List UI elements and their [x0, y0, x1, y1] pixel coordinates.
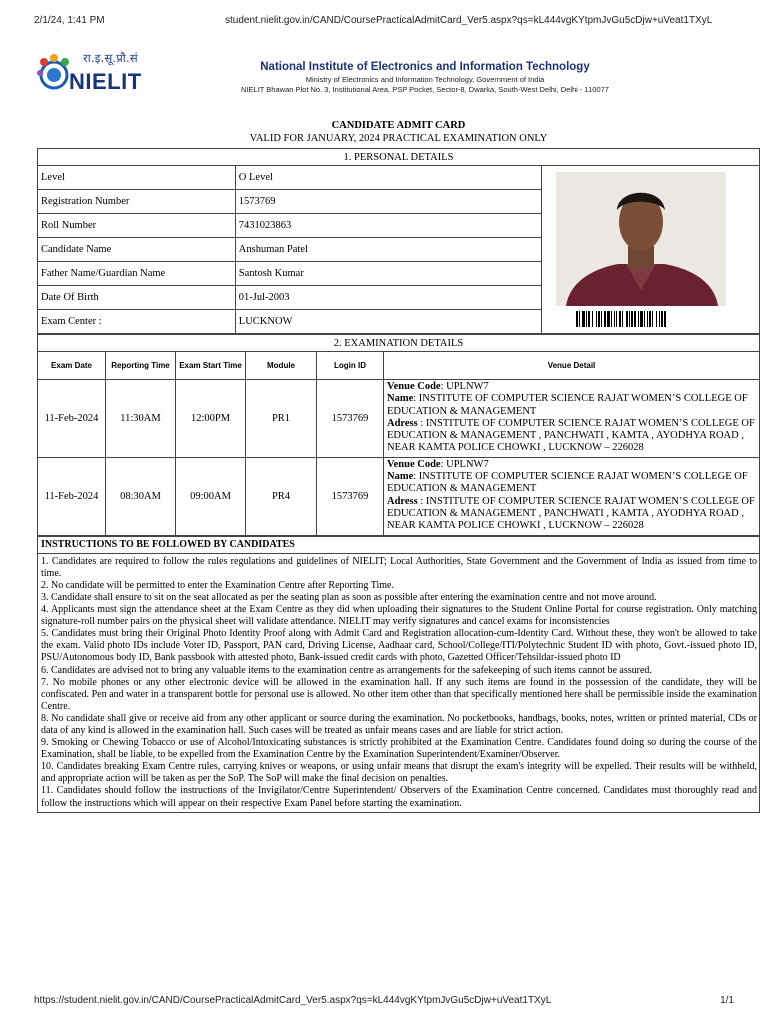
venue-address: : INSTITUTE OF COMPUTER SCIENCE RAJAT WOMEN’S COLLEGE OF EDUCATION & MANAGEMENT , PANCHWATI , KAMTA , AYODHYA ROAD , NEAR KAMTA POLICE CHOWKI , LUCKNOW – 226028 — [387, 495, 755, 532]
instruction-item: 3. Candidate shall ensure to sit on the seat allocated as per the seating plan as soon as possible after entering the examination centre and not move around. — [41, 591, 657, 603]
reporting-time: 11:30AM — [106, 380, 176, 458]
instruction-item: 11. Candidates should follow the instructions of the Invigilator/Centre Superintendent/ Observers of the Examination Centre concerned. Candidates must thoroughly read and follow the instructions which will appear on their respective Exam Panel before starting the examination. — [41, 785, 757, 809]
instruction-item: 7. No mobile phones or any other electronic device will be allowed in the examination hall. If any such items are found in the possession of the candidate, they will be confiscated. Pen and water in a transparent bottle for personal use is allowed. No other item other than that specifically mentioned here shall be permissible inside the examination Centre. — [41, 676, 757, 712]
personal-label: Registration Number — [38, 190, 236, 214]
barcode-bar — [666, 311, 667, 327]
login-id: 1573769 — [317, 380, 384, 458]
column-header: Exam Date — [38, 352, 106, 380]
venue-name-label: Name — [387, 471, 414, 483]
photo-cell — [542, 166, 760, 334]
personal-label: Exam Center : — [38, 310, 236, 334]
venue-code: : UPLNW7 — [440, 381, 489, 392]
instruction-item: 5. Candidates must bring their Original Photo Identity Proof along with Admit Card and Registration allocation-cum-Identity Card. Without these, they won't be allowed to take the exam. Valid photo IDs include Voter ID, Passport, PAN card, Driving License, Aadhaar card, School/College/ITI/Polytechnic Student ID with photo, Govt.-issued photo ID, PSU/Autonomous body ID, Bank passbook with attested photo, Bank-issued credit cards with photo, Gazetted Officer/Tehsildar-issued photo ID — [41, 628, 757, 664]
print-header — [34, 15, 734, 29]
venue-code-label: Venue Code — [387, 381, 441, 392]
page-title: CANDIDATE ADMIT CARD — [331, 120, 466, 131]
reporting-time: 08:30AM — [106, 457, 176, 535]
org-ministry: Ministry of Electronics and Information Technology, Government of India — [305, 75, 545, 84]
admit-card-sheet — [37, 148, 760, 813]
exam-row — [38, 457, 760, 535]
personal-details-table — [37, 148, 760, 334]
column-header: Login ID — [317, 352, 384, 380]
nielit-globe-logo-icon — [37, 53, 73, 93]
instructions-heading: INSTRUCTIONS TO BE FOLLOWED BY CANDIDATES — [38, 536, 760, 553]
column-header: Venue Detail — [384, 352, 760, 380]
org-name: National Institute of Electronics and Information Technology — [260, 61, 590, 73]
instruction-item: 9. Smoking or Chewing Tobacco or use of Alcohol/Intoxicating substances is strictly prohibited at the Examination Centre. Candidates found doing so during the course of the Examination, shall be liable, to be expelled from the Examination Centre by the Examination Superintendent/Examiner/Observer. — [41, 737, 757, 761]
candidate-photo — [556, 172, 726, 306]
venue-address-label: Adress — [387, 417, 418, 429]
instructions-table — [37, 536, 760, 813]
exam-start-time: 12:00PM — [176, 380, 246, 458]
org-address: NIELIT Bhawan Plot No. 3, Institutional Area, PSP Pocket, Sector-8, Dwarka, South-West Delhi, Delhi - 110077 — [241, 85, 609, 94]
personal-label: Candidate Name — [38, 238, 236, 262]
exam-start-time: 09:00AM — [176, 457, 246, 535]
column-header: Exam Start Time — [176, 352, 246, 380]
module: PR4 — [246, 457, 317, 535]
personal-label: Date Of Birth — [38, 286, 236, 310]
personal-row — [38, 166, 760, 190]
exam-header-row — [38, 352, 760, 380]
logo-hindi-text: रा.इ.सू.प्रौ.सं — [83, 51, 138, 65]
print-footer — [34, 995, 734, 1009]
instruction-item: 8. No candidate shall give or receive aid from any other applicant or source during the examination. No pocketbooks, handbags, books, notes, written or printed material, CDs or data of any kind is allowed in the examination hall. Such cases will be treated as unfair means cases and are liable for strict action. — [41, 712, 757, 736]
venue-name: : INSTITUTE OF COMPUTER SCIENCE RAJAT WOMEN’S COLLEGE OF EDUCATION & MANAGEMENT — [387, 393, 748, 417]
instruction-item: 2. No candidate will be permitted to enter the Examination Centre after Reporting Time. — [41, 579, 394, 591]
column-header: Reporting Time — [106, 352, 176, 380]
exam-details-table — [37, 334, 760, 536]
column-header: Module — [246, 352, 317, 380]
module: PR1 — [246, 380, 317, 458]
organisation-header — [180, 60, 670, 95]
venue-name-label: Name — [387, 393, 414, 405]
personal-label: Level — [38, 166, 236, 190]
print-footer-url: https://student.nielit.gov.in/CAND/CoursePracticalAdmitCard_Ver5.aspx?qs=kL444vgKYtpmJvGu5cDjw+uVeat1TXyL — [34, 995, 552, 1006]
page-subtitle: VALID FOR JANUARY, 2024 PRACTICAL EXAMINATION ONLY — [249, 133, 548, 144]
personal-value: 7431023863 — [235, 214, 542, 238]
exam-details-heading: 2. EXAMINATION DETAILS — [38, 335, 760, 352]
personal-value: 1573769 — [235, 190, 542, 214]
exam-row — [38, 380, 760, 458]
exam-date: 11-Feb-2024 — [38, 457, 106, 535]
page-number: 1/1 — [720, 995, 734, 1006]
print-url: student.nielit.gov.in/CAND/CoursePracticalAdmitCard_Ver5.aspx?qs=kL444vgKYtpmJvGu5cDjw+uVeat1TXyL — [225, 15, 713, 26]
personal-label: Father Name/Guardian Name — [38, 262, 236, 286]
personal-label: Roll Number — [38, 214, 236, 238]
personal-value: Anshuman Patel — [235, 238, 542, 262]
venue-address-label: Adress — [387, 495, 418, 507]
login-id: 1573769 — [317, 457, 384, 535]
logo-text: NIELIT — [69, 69, 142, 94]
personal-value: 01-Jul-2003 — [235, 286, 542, 310]
admit-card-titles — [37, 119, 760, 146]
print-datetime: 2/1/24, 1:41 PM — [34, 15, 105, 26]
venue-detail — [384, 380, 760, 458]
instructions-body — [38, 553, 760, 812]
venue-code-label: Venue Code — [387, 458, 441, 470]
nielit-logo — [37, 51, 177, 101]
instruction-item: 10. Candidates breaking Exam Centre rules, carrying knives or weapons, or using unfair means that disrupt the exam's integrity will be expelled. Their results will be withheld, and appropriate action will be taken as per the SoP. The SoP will make the final decision on penalties. — [41, 761, 757, 785]
personal-value: LUCKNOW — [235, 310, 542, 334]
venue-code: : UPLNW7 — [440, 458, 489, 470]
personal-details-heading: 1. PERSONAL DETAILS — [38, 149, 760, 166]
exam-date: 11-Feb-2024 — [38, 380, 106, 458]
instruction-item: 6. Candidates are advised not to bring any valuable items to the examination centre as arrangements for the safekeeping of such items cannot be assured. — [41, 664, 652, 676]
personal-value: O Level — [235, 166, 542, 190]
venue-name: : INSTITUTE OF COMPUTER SCIENCE RAJAT WOMEN’S COLLEGE OF EDUCATION & MANAGEMENT — [387, 471, 748, 495]
instruction-item: 4. Applicants must sign the attendance sheet at the Exam Centre as they did when uploading their signatures to the Student Online Portal for course registration. Only matching signature-roll number pairs on the physical sheet will validate attendance. NIELIT may verify signatures and cancel exams for inconsistencies — [41, 604, 757, 628]
barcode-icon — [576, 311, 738, 327]
venue-detail — [384, 457, 760, 535]
personal-value: Santosh Kumar — [235, 262, 542, 286]
venue-address: : INSTITUTE OF COMPUTER SCIENCE RAJAT WOMEN’S COLLEGE OF EDUCATION & MANAGEMENT , PANCHWATI , KAMTA , AYODHYA ROAD , NEAR KAMTA POLICE CHOWKI , LUCKNOW – 226028 — [387, 417, 755, 454]
instruction-item: 1. Candidates are required to follow the rules regulations and guidelines of NIELIT; Local Authorities, State Government and the Government of India as issued from time to time. — [41, 555, 757, 579]
